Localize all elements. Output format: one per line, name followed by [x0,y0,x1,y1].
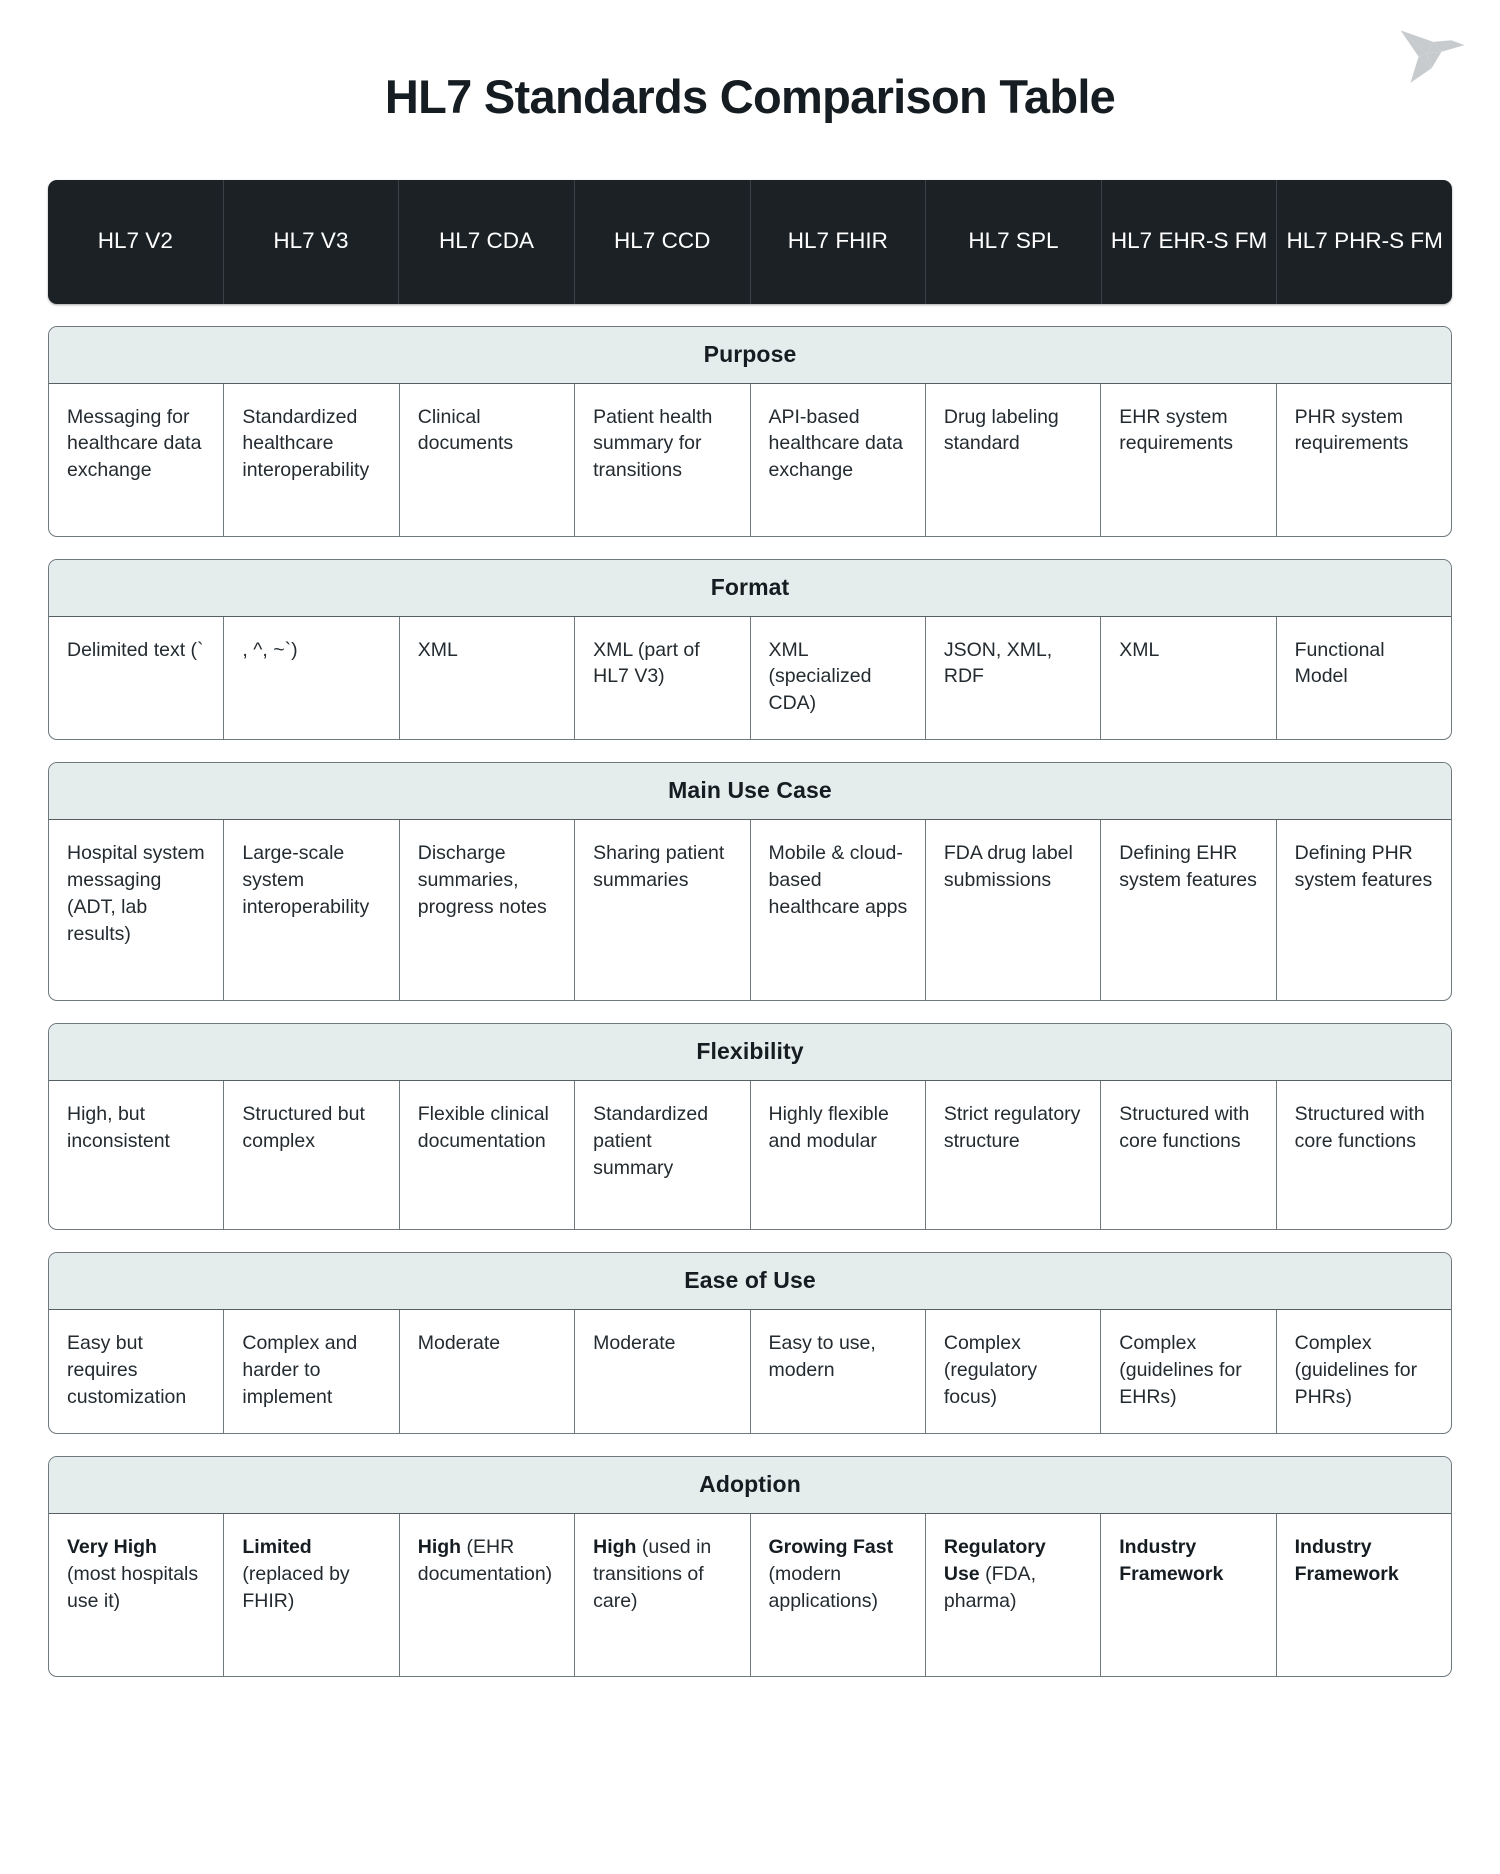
column-header-hl7-ccd: HL7 CCD [575,180,751,304]
cell-adoption-hl7-phr-s-fm: Industry Framework [1294,1535,1399,1585]
column-header-hl7-v2: HL7 V2 [48,180,224,304]
column-header-hl7-cda: HL7 CDA [399,180,575,304]
cell-main-use-case-hl7-v3: Large-scale system interoperability [224,820,399,1000]
cell-purpose-hl7-cda: Clinical documents [400,384,575,536]
cell-main-use-case-hl7-fhir: Mobile & cloud-based healthcare apps [751,820,926,1000]
column-header-hl7-ehr-s-fm: HL7 EHR-S FM [1102,180,1278,304]
cell-adoption-hl7-ehr-s-fm: Industry Framework [1101,1514,1276,1676]
cell-main-use-case-hl7-ehr-s-fm: Defining EHR system features [1101,820,1276,1000]
column-header-hl7-v3: HL7 V3 [224,180,400,304]
section-title-purpose: Purpose [49,327,1451,384]
cell-adoption-hl7-ccd: High (used in transitions of care) [575,1514,750,1676]
column-header-hl7-spl: HL7 SPL [926,180,1102,304]
cell-flexibility-hl7-cda: Flexible clinical documentation [400,1081,575,1229]
cell-main-use-case-hl7-cda: Discharge summaries, progress notes [400,820,575,1000]
section-body-flexibility [49,1081,1451,1229]
page-title: HL7 Standards Comparison Table [384,70,1116,123]
section-body-purpose [49,384,1451,536]
cell-purpose-hl7-v3: Standardized healthcare interoperability [224,384,399,536]
section-title-adoption: Adoption [49,1457,1451,1514]
cell-format-hl7-cda: XML [400,617,575,740]
cell-flexibility-hl7-fhir: Highly flexible and modular [751,1081,926,1229]
cell-ease-of-use-hl7-ccd: Moderate [575,1310,750,1433]
section-flexibility [48,1023,1452,1230]
section-adoption [48,1456,1452,1677]
cell-adoption-hl7-v3: Limited (replaced by FHIR) [224,1514,399,1676]
section-body-main-use-case [49,820,1451,1000]
cell-purpose-hl7-ehr-s-fm: EHR system requirements [1101,384,1276,536]
cell-ease-of-use-hl7-ehr-s-fm: Complex (guidelines for EHRs) [1101,1310,1276,1433]
cell-format-hl7-fhir: XML (specialized CDA) [751,617,926,740]
cell-purpose-hl7-fhir: API-based healthcare data exchange [751,384,926,536]
cell-main-use-case-hl7-spl: FDA drug label submissions [926,820,1101,1000]
cell-purpose-hl7-phr-s-fm: PHR system requirements [1294,405,1409,455]
origami-bird-logo [1392,14,1478,96]
column-header-hl7-fhir: HL7 FHIR [751,180,927,304]
cell-flexibility-hl7-ccd: Standardized patient summary [575,1081,750,1229]
cell-adoption-hl7-spl: Regulatory Use (FDA, pharma) [926,1514,1101,1676]
cell-adoption-hl7-cda: High (EHR documentation) [400,1514,575,1676]
cell-purpose-hl7-spl: Drug labeling standard [926,384,1101,536]
cell-flexibility-hl7-v2: High, but inconsistent [49,1081,224,1229]
comparison-table [48,180,1452,1677]
section-format [48,559,1452,741]
cell-adoption-hl7-fhir: Growing Fast (modern applications) [751,1514,926,1676]
cell-flexibility-hl7-phr-s-fm: Structured with core functions [1294,1103,1425,1153]
cell-format-hl7-ehr-s-fm: XML [1101,617,1276,740]
cell-ease-of-use-hl7-spl: Complex (regulatory focus) [926,1310,1101,1433]
cell-format-hl7-ccd: XML (part of HL7 V3) [575,617,750,740]
section-purpose [48,326,1452,537]
cell-ease-of-use-hl7-fhir: Easy to use, modern [751,1310,926,1433]
section-main-use-case [48,762,1452,1001]
section-title-ease-of-use: Ease of Use [49,1253,1451,1310]
section-ease-of-use [48,1252,1452,1434]
section-title-format: Format [49,560,1451,617]
column-header-hl7-phr-s-fm: HL7 PHR-S FM [1286,228,1443,254]
cell-ease-of-use-hl7-phr-s-fm: Complex (guidelines for PHRs) [1294,1332,1418,1409]
section-body-ease-of-use [49,1310,1451,1433]
cell-format-hl7-v3: , ^, ~`) [224,617,399,740]
cell-flexibility-hl7-spl: Strict regulatory structure [926,1081,1101,1229]
cell-main-use-case-hl7-phr-s-fm: Defining PHR system features [1294,842,1433,892]
section-body-adoption [49,1514,1451,1676]
cell-ease-of-use-hl7-v3: Complex and harder to implement [224,1310,399,1433]
cell-ease-of-use-hl7-v2: Easy but requires customization [49,1310,224,1433]
cell-format-hl7-v2: Delimited text (` [49,617,224,740]
table-header-row [48,180,1452,304]
cell-adoption-hl7-v2: Very High (most hospitals use it) [49,1514,224,1676]
cell-purpose-hl7-v2: Messaging for healthcare data exchange [49,384,224,536]
cell-format-hl7-phr-s-fm: Functional Model [1294,638,1385,688]
cell-main-use-case-hl7-ccd: Sharing patient summaries [575,820,750,1000]
cell-format-hl7-spl: JSON, XML, RDF [926,617,1101,740]
cell-flexibility-hl7-ehr-s-fm: Structured with core functions [1101,1081,1276,1229]
section-title-flexibility: Flexibility [49,1024,1451,1081]
section-body-format [49,617,1451,740]
cell-flexibility-hl7-v3: Structured but complex [224,1081,399,1229]
cell-main-use-case-hl7-v2: Hospital system messaging (ADT, lab results) [49,820,224,1000]
section-title-main-use-case: Main Use Case [49,763,1451,820]
cell-purpose-hl7-ccd: Patient health summary for transitions [575,384,750,536]
cell-ease-of-use-hl7-cda: Moderate [400,1310,575,1433]
